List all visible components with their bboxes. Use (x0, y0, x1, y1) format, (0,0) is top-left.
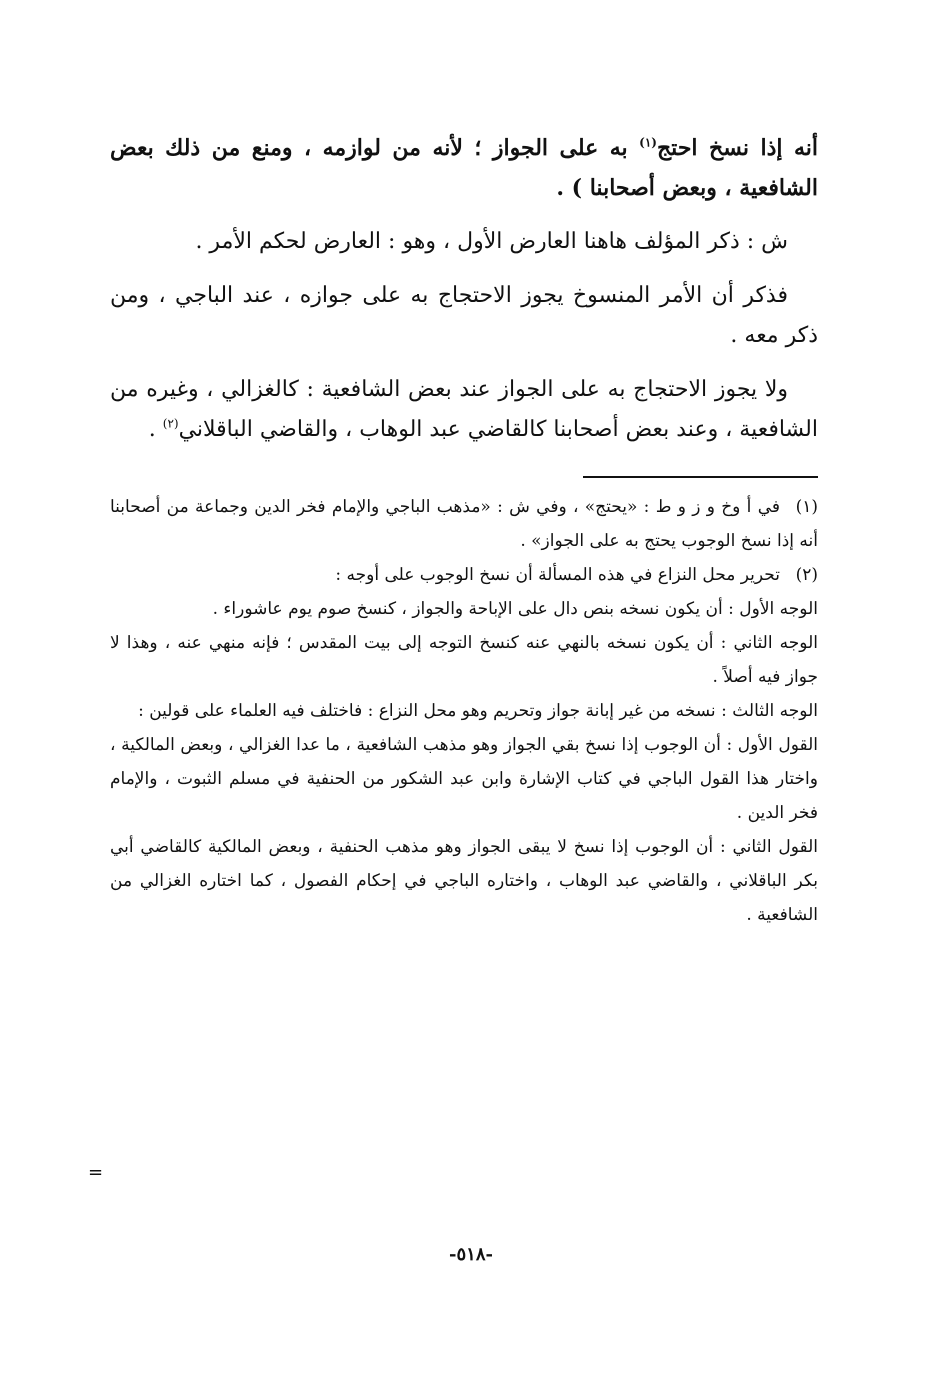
footnote-ref-1: (١) (639, 135, 657, 150)
footnote-divider (583, 476, 818, 478)
main-text (110, 128, 818, 450)
footnote-2-aspect-3: الوجه الثالث : نسخه من غير إبانة جواز وتحريم وهو محل النزاع : فاختلف فيه العلماء على قولين : (138, 701, 818, 721)
p4-part-b: . (148, 417, 163, 442)
continuation-mark: = (88, 1162, 104, 1183)
paragraph-commentary-2: فذكر أن الأمر المنسوخ يجوز الاحتجاج به على جوازه ، عند الباجي ، ومن ذكر معه . (110, 283, 818, 348)
p1-part-b: به على الجواز ؛ لأنه من لوازمه ، ومنع من ذلك بعض الشافعية ، وبعض أصحابنا ) . (110, 135, 818, 201)
footnote-ref-2: (٢) (162, 416, 179, 431)
footnote-2-intro: تحرير محل النزاع في هذه المسألة أن نسخ الوجوب على أوجه : (335, 565, 780, 585)
footnote-2-aspect-1: الوجه الأول : أن يكون نسخه بنص دال على الإباحة والجواز ، كنسخ صوم يوم عاشوراء . (212, 599, 818, 619)
p4-part-a: ولا يجوز الاحتجاج به على الجواز عند بعض الشافعية : كالغزالي ، وغيره من الشافعية ، وعند بعض أصحابنا كالقاضي عبد الوهاب ، والقاضي الباقلاني (110, 377, 818, 442)
footnote-1-number: (١) (795, 497, 818, 517)
footnote-2-aspect-2: الوجه الثاني : أن يكون نسخه بالنهي عنه كنسخ التوجه إلى بيت المقدس ؛ فإنه منهي عنه ، وهذا لا جواز فيه أصلاً . (110, 633, 818, 687)
p1-part-a: أنه إذا نسخ احتج (656, 135, 819, 161)
footnote-2-opinion-1: القول الأول : أن الوجوب إذا نسخ بقي الجواز وهو مذهب الشافعية ، ما عدا الغزالي ، وبعض المالكية ، واختار هذا القول الباجي في كتاب الإشارة وابن عبد الشكور من الحنفية في مسلم الثبوت ، والإمام فخر الدين . (110, 735, 818, 823)
paragraph-commentary-3 (110, 370, 818, 450)
footnote-2-number: (٢) (795, 565, 818, 585)
footnote-1-text: في أ وخ و ز و ط : «يحتج» ، وفي ش : «مذهب الباجي والإمام فخر الدين وجماعة من أصحابنا أنه إذا نسخ الوجوب يحتج به على الجواز» . (110, 497, 818, 551)
footnote-2 (110, 558, 818, 592)
footnote-1 (110, 490, 818, 558)
paragraph-commentary-1: ش : ذكر المؤلف هاهنا العارض الأول ، وهو : العارض لحكم الأمر . (195, 229, 788, 254)
page-body (110, 128, 818, 932)
paragraph-quoted-text (110, 128, 818, 208)
footnotes (110, 490, 818, 932)
page-number: -٥١٨- (449, 1244, 493, 1265)
footnote-2-opinion-2: القول الثاني : أن الوجوب إذا نسخ لا يبقى الجواز وهو مذهب الحنفية ، وبعض المالكية كالقاضي أبي بكر الباقلاني ، والقاضي عبد الوهاب ، واختاره الباجي في إحكام الفصول ، كما اختاره الغزالي من الشافعية . (110, 837, 818, 925)
